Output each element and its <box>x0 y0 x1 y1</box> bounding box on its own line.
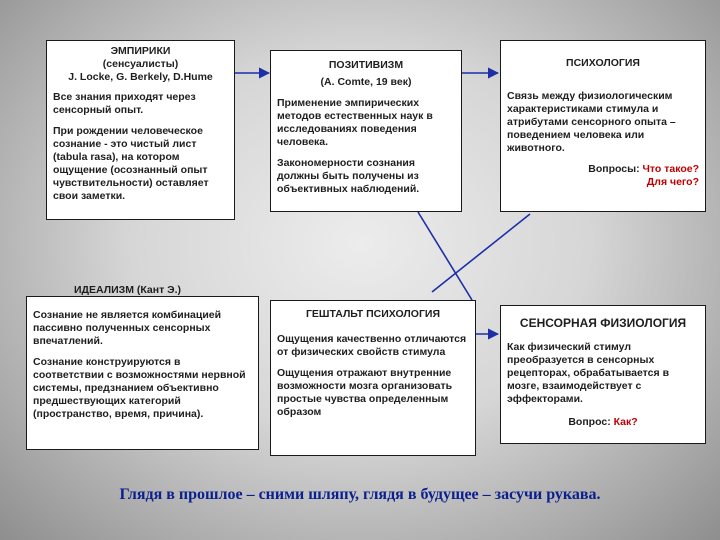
sensory-physiology-question-text: Как? <box>613 416 638 428</box>
idealism-text-2: Сознание конструируются в соответствии с возможностями нервной системы, предзнанием объективно предшествующих категорий (пространство, время, причина). <box>33 356 246 420</box>
psychology-title: ПСИХОЛОГИЯ <box>566 57 640 69</box>
box-idealism <box>26 296 259 450</box>
positivism-text-1: Применение эмпирических методов естественных наук в исследованиях поведения человека. <box>277 97 433 148</box>
empiricists-authors: J. Locke, G. Berkely, D.Hume <box>68 71 213 83</box>
empiricists-subtitle: (сенсуалисты) <box>102 58 179 70</box>
box-psychology <box>500 40 706 212</box>
sensory-physiology-text: Как физический стимул преобразуется в сенсорных рецепторах, обрабатывается в мозге, взаимодействует с эффекторами. <box>507 341 670 405</box>
empiricists-text-2: При рождении человеческое сознание - это чистый лист (tabula rasa), на котором ощущение (осознанный опыт чувствительности) оставляет свои заметки. <box>53 125 209 202</box>
psychology-text: Связь между физиологическим характеристиками стимула и атрибутами сенсорного опыта – поведением человека или животного. <box>507 90 676 154</box>
idealism-text-1: Сознание не является комбинацией пассивно полученных сенсорных впечатлений. <box>33 309 222 347</box>
psychology-question-2: Для чего? <box>646 176 699 188</box>
positivism-subtitle: (A. Comte, 19 век) <box>320 76 412 88</box>
positivism-text-2: Закономерности сознания должны быть получены из объективных наблюдений. <box>277 157 420 195</box>
idealism-title: ИДЕАЛИЗМ (Кант Э.) <box>74 284 182 296</box>
box-positivism <box>270 50 462 212</box>
psychology-questions-label: Вопросы: <box>588 163 640 175</box>
arrow-positivism-to-sensory-physiology <box>418 212 472 300</box>
footer-quote: Глядя в прошлое – сними шляпу, глядя в будущее – засучи рукава. <box>119 486 601 503</box>
sensory-physiology-question <box>507 416 699 429</box>
box-empiricists <box>46 40 235 220</box>
gestalt-text-2: Ощущения отражают внутренние возможности мозга организовать простые чувства определенным образом <box>277 367 453 418</box>
gestalt-text-1: Ощущения качественно отличаются от физических свойств стимула <box>277 333 467 358</box>
psychology-questions <box>507 163 699 176</box>
sensory-physiology-question-label: Вопрос: <box>568 416 611 428</box>
positivism-title: ПОЗИТИВИЗМ <box>328 59 404 71</box>
box-gestalt <box>270 300 476 456</box>
gestalt-title: ГЕШТАЛЬТ ПСИХОЛОГИЯ <box>305 308 441 320</box>
empiricists-text-1: Все знания приходят через сенсорный опыт. <box>53 91 196 116</box>
sensory-physiology-title: СЕНСОРНАЯ ФИЗИОЛОГИЯ <box>519 316 687 330</box>
psychology-question-1: Что такое? <box>642 163 699 175</box>
arrow-gestalt-to-psychology <box>432 214 530 292</box>
box-sensory-physiology <box>500 305 706 444</box>
empiricists-title: ЭМПИРИКИ <box>110 45 171 57</box>
